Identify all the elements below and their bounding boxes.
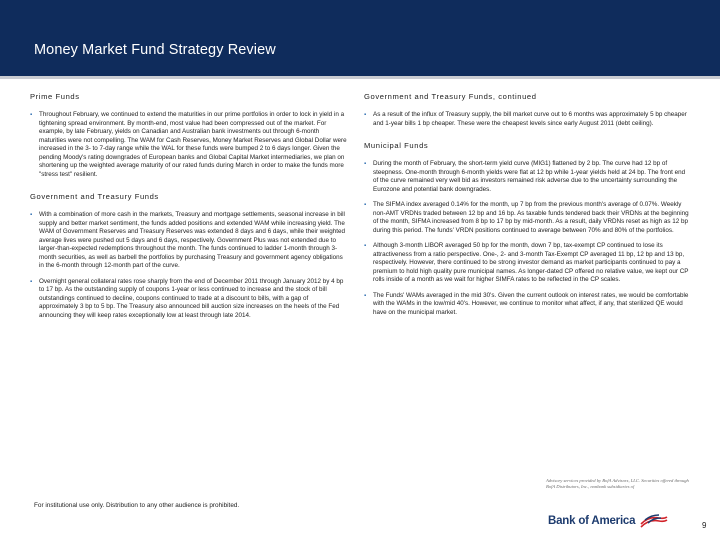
list-item: [364, 111, 690, 128]
section-heading-government-treasury: Government and Treasury Funds: [30, 192, 159, 201]
government-treasury-list: [30, 211, 348, 320]
header-banner: [0, 0, 720, 76]
bullet-text: During the month of February, the short-term yield curve (MIG1) flattened by 2 bp. The curve had 12 bp of steepness. One-month through 6-month yields were flat at 12 bp while 1-year yields held at 24 bp. The front end of the curve remained very well bid as investors remained risk adverse due to the uncertainty surrounding the Eurozone and potential bank downgrades.: [373, 160, 686, 193]
right-column: [364, 92, 690, 324]
square-bullet-icon: ▪: [30, 212, 33, 218]
bullet-text: Overnight general collateral rates rose sharply from the end of December 2011 through January 2012 by 4 bp to 17 bp. As the outstanding supply of coupons 1-year or less continued to increase and the stock of bill outstandings continued to decline, coupons continued to trade at a discount to bills, with a gap of approximately 3 bp to 5 bp. The Treasury also announced bill auction size increases on the heels of the Fed announcing they will keep rates exceptionally low at least through late 2014.: [39, 277, 344, 319]
list-item: [30, 111, 348, 179]
list-item: [30, 278, 348, 321]
square-bullet-icon: ▪: [30, 112, 33, 118]
section-heading-government-treasury-continued: Government and Treasury Funds, continued: [364, 92, 537, 101]
government-treasury-continued-list: [364, 111, 690, 128]
header-rule: [0, 76, 720, 79]
bullet-text: With a combination of more cash in the markets, Treasury and mortgage settlements, seasonal increase in bill supply and better market sentiment, the funds added positions and extended WAM while increasing yield. The WAM of Government Reserves and Treasury Reserves was extended 8 days and 6 days, while their weighted average lives were pushed out 5 days and 6 days, respectively. Government Plus was not extended due to larger-than-expected redemptions throughout the month. The funds continued to ladder 1-month through 3-month securities, as well as barbell the portfolios by purchasing Treasury and government agency obligations in the 6-month through 12-month part of the curve.: [39, 211, 346, 269]
square-bullet-icon: ▪: [364, 292, 367, 299]
list-item: [364, 201, 690, 235]
left-column: [30, 92, 348, 327]
bank-of-america-logo: [548, 514, 669, 528]
bullet-text: Throughout February, we continued to extend the maturities in our prime portfolios in order to lock in yield in a tightening spread environment. By month-end, most value had been compressed out of the market. For example, by late February, yields on Canadian and Australian bank investments out through 6-month maturities were not compelling. The WAM for Cash Reserves, Money Market Reserves and Global Dollar were increased in the 3- to 7-day range while the WAL for these funds were bumped 2 to 6 days longer. Given the pending Moody's rating downgrades of European banks and Global Capital Market intermediaries, we plan on shortening up the weighted average maturity of our rated funds during March in order to make the funds more "stress test" resilient.: [39, 111, 347, 178]
disclosure-text: Advisory services provided by BofA Advisors, LLC. Securities offered through BofA Distributors, Inc., nonbank subsidiaries of: [546, 478, 689, 489]
footer-note: For institutional use only. Distribution to any other audience is prohibited.: [34, 502, 240, 509]
section-heading-prime-funds: Prime Funds: [30, 92, 80, 101]
page-title: Money Market Fund Strategy Review: [34, 42, 276, 58]
bullet-text: Although 3-month LIBOR averaged 50 bp for the month, down 7 bp, tax-exempt CP continued to lose its attractiveness from a ratio perspective. One-, 2- and 3-month Tax-Exempt CP averaged 11 bp, 12 bp and 13 bp, respectively. However, there continued to be strong investor demand as market participants continued to pay a premium to hold high quality pure municipal names. As longer-dated CP offered no relative value, we kept our CP rolls inside of a month as we wait for higher SIMFA rates to be reflected in the CP scales.: [373, 242, 689, 283]
page-number: 9: [702, 521, 707, 530]
bank-flag-icon: [639, 514, 669, 528]
bullet-text: As a result of the influx of Treasury supply, the bill market curve out to 6 months was approximately 5 bp cheaper and 1-year bills 1 bp cheaper. These were the cheapest levels since early August 2011 (debt ceiling).: [373, 111, 687, 127]
square-bullet-icon: ▪: [364, 161, 367, 167]
square-bullet-icon: ▪: [30, 278, 33, 285]
list-item: [364, 160, 690, 194]
logo-wordmark: Bank of America: [548, 515, 636, 527]
list-item: [364, 292, 690, 318]
municipal-funds-list: [364, 160, 690, 317]
bullet-text: The Funds' WAMs averaged in the mid 30's. Given the current outlook on interest rates, we would be comfortable with the WAMs in the low/mid 40's. However, we continue to monitor what affect, if any, that sterilized QE would have on the municipal market.: [373, 291, 689, 316]
list-item: [30, 211, 348, 271]
section-heading-municipal-funds: Municipal Funds: [364, 141, 429, 150]
list-item: [364, 242, 690, 285]
square-bullet-icon: ▪: [364, 112, 367, 118]
square-bullet-icon: ▪: [364, 243, 367, 249]
bullet-text: The SIFMA index averaged 0.14% for the month, up 7 bp from the previous month's average of 0.07%. Weekly non-AMT VRDNs traded between 12 bp and 16 bp. As taxable funds tendered back their VRDNs at the beginning of the month, SIFMA increased from 8 bp to 17 bp by mid-month. As a result, daily VRDNs reset as high as 12 bp during this period. The funds' VRDN positions continued to average between 70% and 80% of the portfolios.: [373, 201, 689, 234]
square-bullet-icon: ▪: [364, 202, 367, 208]
prime-funds-list: [30, 111, 348, 179]
